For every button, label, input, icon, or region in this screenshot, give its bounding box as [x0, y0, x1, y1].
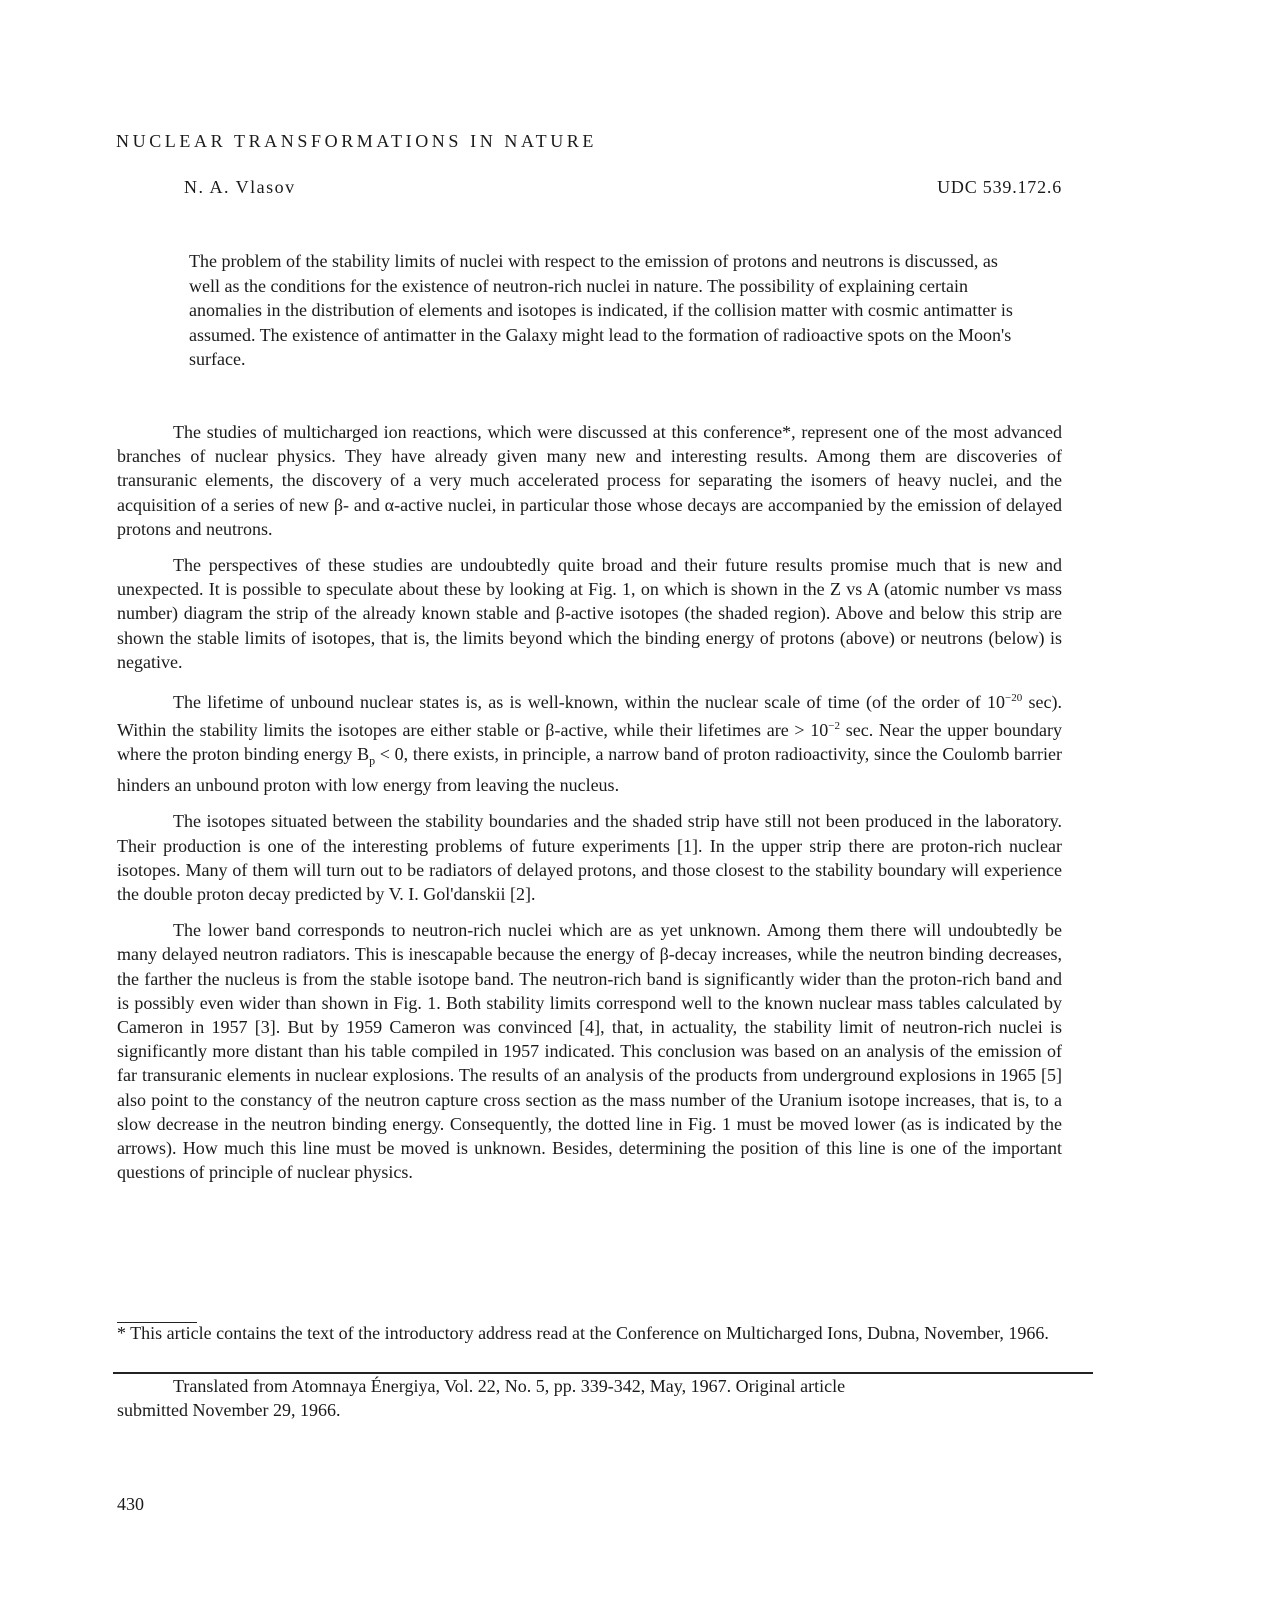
article-body: [117, 420, 1062, 1184]
byline: [184, 177, 1062, 198]
page-number: 430: [117, 1494, 144, 1514]
paragraph-5: The lower band corresponds to neutron-rich nuclei which are as yet unknown. Among them there will undoubtedly be many delayed neutron radiators. This is inescapable because the energy of β-decay increases, while the neutron binding decreases, the farther the nucleus is from the stable isotope band. The neutron-rich band is significantly wider than the proton-rich band and is possibly even wider than shown in Fig. 1. Both stability limits correspond well to the known nuclear mass tables calculated by Cameron in 1957 [3]. But by 1959 Cameron was convinced [4], that, in actuality, the stability limit of neutron-rich nuclei is significantly more distant than his table compiled in 1957 indicated. This conclusion was based on an analysis of the emission of far transuranic elements in nuclear explosions. The results of an analysis of the products from underground explosions in 1965 [5] also point to the constancy of the neutron capture cross section as the mass number of the Uranium isotope increases, that is, to a slow decrease in the neutron binding energy. Consequently, the dotted line in Fig. 1 must be moved lower (as is indicated by the arrows). How much this line must be moved is unknown. Besides, determining the position of this line is one of the important questions of principle of nuclear physics.: [117, 920, 1062, 1183]
author-name: N. A. Vlasov: [184, 177, 296, 197]
paragraph-3-part-c: sec. Near the upper boundary where the proton binding energy B: [117, 720, 1062, 765]
footnote: * This article contains the text of the introductory address read at the Conference on Multicharged Ions, Dubna, November, 1966.: [117, 1323, 1049, 1343]
paragraph-3-part-a: The lifetime of unbound nuclear states is, as is well-known, within the nuclear scale of time (of the order of 10: [173, 692, 1006, 713]
article-title: NUCLEAR TRANSFORMATIONS IN NATURE: [116, 131, 597, 151]
translation-note: [117, 1374, 1062, 1422]
paragraph-2: The perspectives of these studies are undoubtedly quite broad and their future results promise much that is new and unexpected. It is possible to speculate about these by looking at Fig. 1, on which is shown in the Z vs A (atomic number vs mass number) diagram the strip of the already known stable and β-active isotopes (the shaded region). Above and below this strip are shown the stable limits of isotopes, that is, the limits beyond which the binding energy of protons (above) or neutrons (below) is negative.: [117, 555, 1062, 672]
translation-line-1: Translated from Atomnaya Énergiya, Vol. 22, No. 5, pp. 339-342, May, 1967. Original article: [173, 1376, 846, 1396]
paragraph-3-part-b: sec). Within the stability limits the isotopes are either stable or β-active, while their lifetimes are > 10: [117, 692, 1063, 741]
translation-line-2: submitted November 29, 1966.: [117, 1400, 341, 1420]
paragraph-1: The studies of multicharged ion reactions, which were discussed at this conference*, represent one of the most advanced branches of nuclear physics. They have already given many new and interesting results. Among them are discoveries of transuranic elements, the discovery of a very much accelerated process for separating the isomers of heavy nuclei, and the acquisition of a series of new β- and α-active nuclei, in particular those whose decays are accompanied by the emission of delayed protons and neutrons.: [117, 422, 1062, 539]
paragraph-3: [117, 686, 1062, 797]
exponent-2: −2: [828, 720, 841, 733]
abstract: The problem of the stability limits of nuclei with respect to the emission of protons and neutrons is discussed, as well as the conditions for the existence of neutron-rich nuclei in nature. The possibility of explaining certain anomalies in the distribution of elements and isotopes is indicated, if the collision matter with cosmic antimatter is assumed. The existence of antimatter in the Galaxy might lead to the formation of radioactive spots on the Moon's surface.: [189, 251, 1013, 369]
exponent-1: −20: [1005, 692, 1023, 705]
paragraph-3-part-d: < 0, there exists, in principle, a narrow band of proton radioactivity, since the Coulomb barrier hinders an unbound proton with low energy from leaving the nucleus.: [117, 744, 1062, 796]
paragraph-4: The isotopes situated between the stability boundaries and the shaded strip have still not been produced in the laboratory. Their production is one of the interesting problems of future experiments [1]. In the upper strip there are proton-rich nuclear isotopes. Many of them will turn out to be radiators of delayed protons, and those closest to the stability boundary will experience the double proton decay predicted by V. I. Gol'danskii [2].: [117, 811, 1062, 905]
subscript-p: p: [369, 754, 376, 769]
udc-code: UDC 539.172.6: [937, 177, 1062, 197]
